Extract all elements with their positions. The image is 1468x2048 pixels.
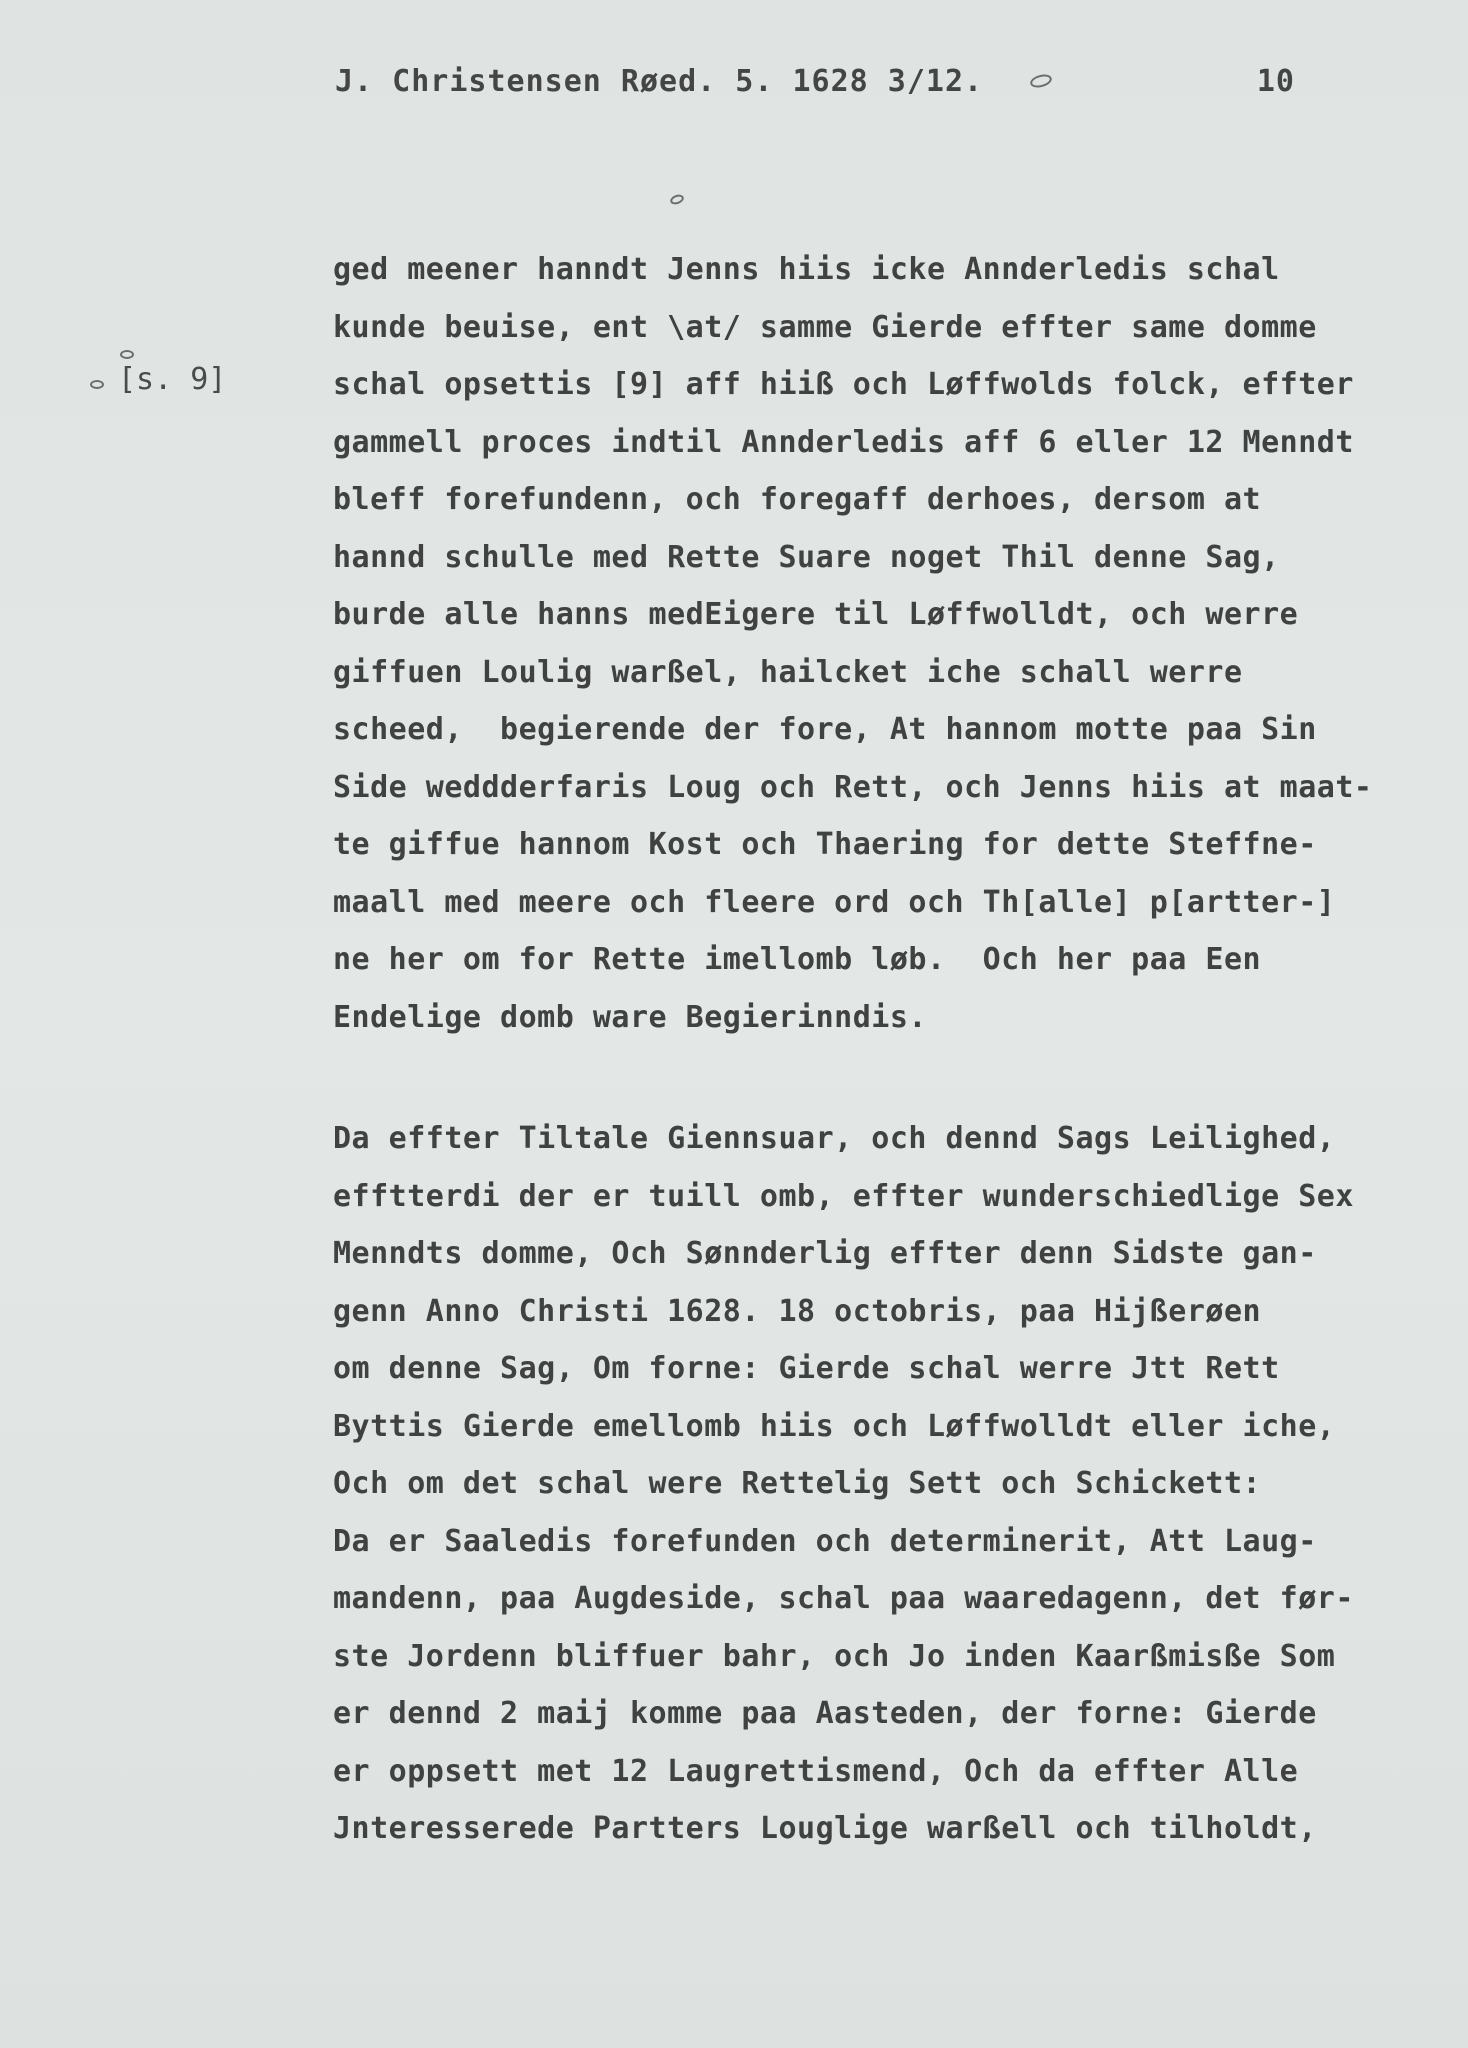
text-line: er oppsett met 12 Laugrettismend, Och da effter Alle — [333, 1753, 1299, 1789]
text-line: te giffue hannom Kost och Thaering for dette Steffne- — [333, 827, 1317, 862]
text-line: Byttis Gierde emellomb hiis och Løffwolldt eller iche, — [333, 1408, 1336, 1444]
text-line: genn Anno Christi 1628. 18 octobris, paa Hijßerøen — [333, 1293, 1262, 1329]
pencil-mark — [669, 193, 685, 206]
text-line: ste Jordenn bliffuer bahr, och Jo inden Kaarßmisße Som — [333, 1638, 1336, 1674]
text-line: maall med meere och fleere ord och Th[alle] p[artter-] — [333, 884, 1336, 920]
paragraph-1 — [333, 241, 1373, 1046]
pencil-mark — [90, 380, 104, 389]
text-line: Side weddderfaris Loug och Rett, och Jenns hiis at maat- — [333, 769, 1373, 805]
text-line: om denne Sag, Om forne: Gierde schal werre Jtt Rett — [333, 1351, 1280, 1386]
source-page-reference: [s. 9] — [118, 362, 227, 397]
paragraph-2 — [333, 1110, 1354, 1858]
text-line: scheed, begierende der fore, At hannom motte paa Sin — [333, 712, 1317, 747]
text-line: ged meener hanndt Jenns hiis icke Annderledis schal — [333, 252, 1280, 287]
text-line: Jnteresserede Partters Louglige warßell och tilholdt, — [333, 1811, 1317, 1846]
text-line: burde alle hanns medEigere til Løffwolldt, och werre — [333, 597, 1299, 632]
page-header — [335, 64, 1295, 99]
text-line: kunde beuise, ent \at/ samme Gierde effter same domme — [333, 309, 1317, 345]
pencil-mark — [120, 350, 134, 359]
text-line: Endelige domb ware Begierinndis. — [333, 999, 927, 1035]
text-line: mandenn, paa Augdeside, schal paa waaredagenn, det før- — [333, 1581, 1354, 1616]
text-line: Da er Saaledis forefunden och determinerit, Att Laug- — [333, 1523, 1317, 1559]
text-line: Menndts domme, Och Sønnderlig effter denn Sidste gan- — [333, 1236, 1317, 1271]
text-line: schal opsettis [9] aff hiiß och Løffwolds folck, effter — [333, 367, 1354, 402]
text-line: hannd schulle med Rette Suare noget Thil denne Sag, — [333, 539, 1280, 575]
archive-reference: J. Christensen Røed. 5. 1628 3/12. — [335, 64, 984, 99]
text-line: er dennd 2 maij komme paa Aasteden, der forne: Gierde — [333, 1696, 1317, 1731]
text-line: giffuen Loulig warßel, hailcket iche schall werre — [333, 654, 1243, 690]
page-number: 10 — [1256, 64, 1295, 99]
text-line: bleff forefundenn, och foregaff derhoes, dersom at — [333, 482, 1262, 517]
text-line: Da effter Tiltale Giennsuar, och dennd Sags Leilighed, — [333, 1121, 1336, 1156]
text-line: Och om det schal were Rettelig Sett och Schickett: — [333, 1466, 1262, 1501]
text-line: gammell proces indtil Annderledis aff 6 eller 12 Menndt — [333, 424, 1354, 460]
text-line: ne her om for Rette imellomb løb. Och her paa Een — [333, 942, 1262, 977]
text-line: efftterdi der er tuill omb, effter wunderschiedlige Sex — [333, 1178, 1354, 1214]
